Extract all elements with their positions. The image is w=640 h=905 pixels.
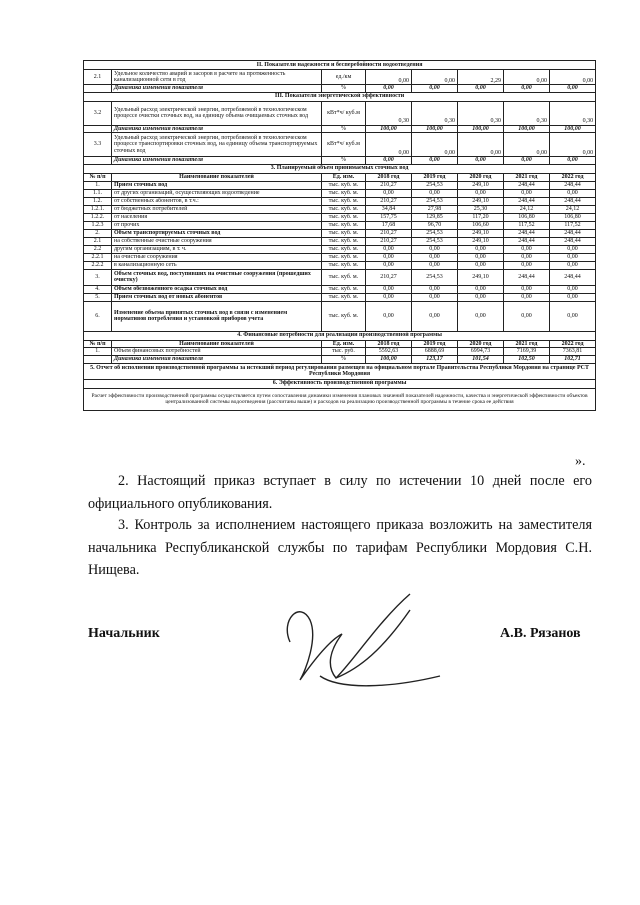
row-number: 1.2.3 [84,221,112,229]
row-value: 6888,69 [412,348,458,356]
table-row [84,348,596,356]
row-name: от собственных абонентов, в т.ч.: [112,197,322,205]
row-number: 1. [84,181,112,189]
row-value: 249,10 [458,181,504,189]
table-row [84,181,596,189]
table-row [84,197,596,205]
row-number: 3.2 [84,101,112,125]
row-value: 96,70 [412,221,458,229]
row-value: 106,80 [550,213,596,221]
row-number: 2.1 [84,237,112,245]
row-value: 248,44 [550,197,596,205]
header-year: 2018 год [366,340,412,348]
table-row [84,293,596,301]
row-number [84,125,112,133]
row-value: 34,84 [366,205,412,213]
header-year: 2019 год [412,340,458,348]
row-value: 0,00 [412,253,458,261]
header-year: 2022 год [550,173,596,181]
row-value: 0,00 [504,293,550,301]
row-name: Прием сточных вод [112,181,322,189]
header-year: 2020 год [458,173,504,181]
header-unit: Ед. изм. [322,173,366,181]
row-value: 106,60 [458,221,504,229]
row-unit: тыс. куб. м. [322,293,366,301]
table-row [84,101,596,125]
row-value: 0,00 [504,189,550,197]
row-value: 0,00 [412,261,458,269]
row-value: 0,00 [458,85,504,93]
row-value: 0,00 [458,133,504,157]
row-value: 129,85 [412,213,458,221]
row-value: 0,00 [412,293,458,301]
row-unit: тыс. куб. м. [322,197,366,205]
table-row [84,285,596,293]
dynamics-row [84,85,596,93]
row-value: 102,71 [550,356,596,364]
row-unit: % [322,157,366,165]
row-value: 248,44 [504,197,550,205]
row-unit: тыс. руб. [322,348,366,356]
row-value: 106,80 [504,213,550,221]
section-row [84,331,596,340]
row-value: 254,53 [412,181,458,189]
row-value: 0,00 [550,245,596,253]
row-value: 7363,81 [550,348,596,356]
row-name: Объем сточных вод, поступивших на очистные сооружения (прошедших очистку) [112,269,322,285]
row-value: 248,44 [504,181,550,189]
part-5-text: 5. Отчет об исполнении производственной программы за истекший период регулирования размещен на официальном портале Правительства Республики Мордовия на странице РСТ Республики Мордовия [84,363,596,379]
row-value: 117,52 [504,221,550,229]
row-value: 0,30 [550,101,596,125]
row-value: 0,30 [412,101,458,125]
row-value: 248,44 [504,237,550,245]
row-value: 248,44 [504,269,550,285]
section-row [84,61,596,70]
row-unit: тыс. куб. м. [322,229,366,237]
row-value: 0,00 [504,285,550,293]
row-value: 0,00 [458,189,504,197]
row-number: 1.2. [84,197,112,205]
table-row [84,221,596,229]
row-name: Удельное количество аварий и засоров в расчете на протяженность канализационной сети в год [112,70,322,85]
row-value: 17,68 [366,221,412,229]
row-value: 0,00 [412,133,458,157]
part-5-row [84,363,596,379]
table-row [84,253,596,261]
row-value: 0,00 [458,253,504,261]
header-name: Наименование показателей [112,173,322,181]
row-name: Динамика изменения показателя [112,125,322,133]
row-value: 0,00 [550,85,596,93]
row-value: 0,30 [366,101,412,125]
row-value: 0,00 [458,261,504,269]
table-row [84,229,596,237]
row-name: от прочих [112,221,322,229]
header-num: № п/п [84,340,112,348]
section-row [84,379,596,388]
row-unit: тыс. куб. м. [322,301,366,331]
dynamics-row [84,356,596,364]
row-value: 254,53 [412,269,458,285]
row-name: Динамика изменения показателя [112,157,322,165]
row-unit: тыс. куб. м. [322,221,366,229]
table-row [84,133,596,157]
row-number: 2.1 [84,70,112,85]
header-year: 2020 год [458,340,504,348]
section-row [84,92,596,101]
row-value: 0,00 [550,189,596,197]
header-name: Наименование показателей [112,340,322,348]
row-value: 0,00 [366,70,412,85]
row-value: 0,00 [504,157,550,165]
row-value: 0,00 [458,285,504,293]
row-value: 5592,63 [366,348,412,356]
header-year: 2022 год [550,340,596,348]
row-name: Изменение объема принятых сточных вод в связи с изменением нормативов потребления и установкой приборов учета [112,301,322,331]
row-value: 0,00 [412,285,458,293]
header-num: № п/п [84,173,112,181]
table-row [84,237,596,245]
row-value: 117,20 [458,213,504,221]
paragraph-3: 3. Контроль за исполнением настоящего приказа возложить на заместителя начальника Республиканской службы по тарифам Республики Мордовия С.Н. Нищева. [88,517,592,579]
row-value: 0,00 [458,293,504,301]
row-value: 0,00 [366,157,412,165]
table-row [84,301,596,331]
row-value: 210,27 [366,229,412,237]
row-number: 2. [84,229,112,237]
row-value: 0,00 [504,85,550,93]
row-number [84,85,112,93]
row-value: 123,17 [412,356,458,364]
row-unit: тыс. куб. м. [322,261,366,269]
row-value: 0,00 [366,285,412,293]
header-row [84,340,596,348]
row-value: 248,44 [504,229,550,237]
handwritten-signature [270,580,450,700]
row-value: 0,00 [366,301,412,331]
row-name: Объем транспортируемых сточных вод [112,229,322,237]
part-3-title: 3. Планируемый объем принимаемых сточных вод [84,164,596,173]
row-number: 2.2 [84,245,112,253]
header-year: 2021 год [504,340,550,348]
row-unit: кВт*ч/ куб.м [322,133,366,157]
row-unit: % [322,356,366,364]
row-value: 24,12 [504,205,550,213]
table-row [84,189,596,197]
row-value: 157,75 [366,213,412,221]
row-unit: тыс. куб. м. [322,205,366,213]
row-number: 5. [84,293,112,301]
dynamics-row [84,125,596,133]
row-value: 24,12 [550,205,596,213]
row-number: 1.2.1. [84,205,112,213]
row-value: 0,00 [412,157,458,165]
row-name: от других организаций, осуществляющих водоотведение [112,189,322,197]
row-value: 249,10 [458,237,504,245]
program-table [83,60,595,411]
row-value: 0,00 [366,253,412,261]
row-unit: % [322,85,366,93]
row-value: 249,10 [458,229,504,237]
table-row [84,213,596,221]
row-number: 1. [84,348,112,356]
row-value: 0,00 [366,261,412,269]
row-name: от бюджетных потребителей [112,205,322,213]
row-value: 101,54 [458,356,504,364]
row-value: 0,00 [550,70,596,85]
table-row [84,269,596,285]
row-value: 100,00 [550,125,596,133]
row-value: 0,00 [550,133,596,157]
row-unit: тыс. куб. м. [322,237,366,245]
row-number: 1.2.2. [84,213,112,221]
row-value: 0,00 [458,157,504,165]
row-value: 0,00 [366,133,412,157]
row-number: 3.3 [84,133,112,157]
row-unit: тыс. куб. м. [322,213,366,221]
quote-close: ». [575,454,586,469]
section-2-title: II. Показатели надежности и бесперебойности водоотведения [84,61,596,70]
row-name: Удельный расход электрической энергии, потребляемой в технологическом процессе транспортировки сточных вод, на единицу объема транспортируемых сточных вод [112,133,322,157]
row-number: 4. [84,285,112,293]
row-value: 0,00 [550,157,596,165]
paragraph-2: 2. Настоящий приказ вступает в силу по истечении 10 дней после его официального опубликования. [88,473,592,512]
row-value: 7169,39 [504,348,550,356]
row-name: Объем обезвоженного осадка сточных вод [112,285,322,293]
row-name: от населения [112,213,322,221]
row-name: Динамика изменения показателя [112,356,322,364]
row-value: 248,44 [550,229,596,237]
part-6-row [84,388,596,410]
row-value: 0,00 [550,285,596,293]
row-value: 0,00 [504,301,550,331]
row-value: 0,00 [366,293,412,301]
dynamics-row [84,157,596,165]
table-row [84,205,596,213]
row-number: 2.2.2 [84,261,112,269]
signer-title: Начальник [88,626,160,641]
row-value: 102,50 [504,356,550,364]
row-value: 0,00 [550,253,596,261]
row-value: 0,00 [550,301,596,331]
header-year: 2021 год [504,173,550,181]
row-value: 210,27 [366,197,412,205]
row-value: 0,00 [504,253,550,261]
cropped-top-edge [100,0,500,8]
row-unit: тыс. куб. м. [322,253,366,261]
part-4-title: 4. Финансовые потребности для реализации производственной программы [84,331,596,340]
row-value: 0,00 [504,133,550,157]
section-3-title: III. Показатели энергетической эффективности [84,92,596,101]
row-value: 0,00 [412,245,458,253]
row-number: 6. [84,301,112,331]
header-year: 2019 год [412,173,458,181]
row-value: 254,53 [412,197,458,205]
row-value: 0,00 [366,85,412,93]
row-value: 0,00 [504,245,550,253]
row-unit: кВт*ч/ куб.м [322,101,366,125]
header-year: 2018 год [366,173,412,181]
row-value: 6994,73 [458,348,504,356]
row-value: 25,30 [458,205,504,213]
table-row [84,245,596,253]
table-row [84,70,596,85]
row-unit: % [322,125,366,133]
row-value: 2,29 [458,70,504,85]
row-value: 0,00 [412,301,458,331]
row-value: 100,00 [366,356,412,364]
row-value: 27,98 [412,205,458,213]
row-name: в канализационную сеть [112,261,322,269]
row-value: 0,30 [504,101,550,125]
row-number: 1.1. [84,189,112,197]
signer-name: А.В. Рязанов [500,626,581,641]
row-value: 249,10 [458,197,504,205]
row-value: 0,00 [366,245,412,253]
header-unit: Ед. изм. [322,340,366,348]
row-unit: тыс. куб. м. [322,245,366,253]
row-value: 249,10 [458,269,504,285]
row-value: 117,52 [550,221,596,229]
row-value: 248,44 [550,269,596,285]
section-row [84,164,596,173]
row-value: 0,00 [412,70,458,85]
row-value: 0,00 [458,301,504,331]
table-row [84,261,596,269]
row-value: 0,00 [504,261,550,269]
header-row [84,173,596,181]
row-unit: тыс. куб. м. [322,181,366,189]
row-value: 248,44 [550,181,596,189]
row-unit: ед./км [322,70,366,85]
row-name: на собственные очистные сооружения [112,237,322,245]
indicators-table [83,60,596,411]
row-name: на очистные сооружения [112,253,322,261]
row-value: 0,00 [366,189,412,197]
row-value: 248,44 [550,237,596,245]
row-value: 210,27 [366,269,412,285]
row-value: 100,00 [366,125,412,133]
row-unit: тыс. куб. м. [322,285,366,293]
row-name: Прием сточных вод от новых абонентов [112,293,322,301]
row-unit: тыс. куб. м. [322,269,366,285]
row-name: другим организациям, в т. ч. [112,245,322,253]
row-value: 210,27 [366,237,412,245]
row-value: 0,00 [412,85,458,93]
row-value: 100,00 [412,125,458,133]
row-number [84,157,112,165]
part-6-title: 6. Эффективность производственной программы [84,379,596,388]
row-value: 0,00 [412,189,458,197]
row-number: 3. [84,269,112,285]
row-unit: тыс. куб. м. [322,189,366,197]
row-value: 0,00 [550,293,596,301]
row-name: Удельный расход электрической энергии, потребляемой в технологическом процессе очистки сточных вод, на единицу объема очищаемых сточных вод [112,101,322,125]
row-value: 0,00 [504,70,550,85]
row-value: 254,53 [412,237,458,245]
row-number: 2.2.1 [84,253,112,261]
row-value: 210,27 [366,181,412,189]
row-value: 254,53 [412,229,458,237]
row-value: 0,00 [550,261,596,269]
row-name: Объем финансовых потребностей [112,348,322,356]
row-value: 100,00 [458,125,504,133]
row-value: 0,00 [458,245,504,253]
row-name: Динамика изменения показателя [112,85,322,93]
row-value: 100,00 [504,125,550,133]
part-6-text: Расчет эффективности производственной программы осуществляется путем сопоставления динамики изменения плановых значений показателей надежности, качества и энергетической эффективности объектов централизованной системы водоотведения (рассчитаны выше) и расходов на реализацию производственной программы в течение срока ее действия [84,388,596,410]
row-value: 0,30 [458,101,504,125]
row-number [84,356,112,364]
